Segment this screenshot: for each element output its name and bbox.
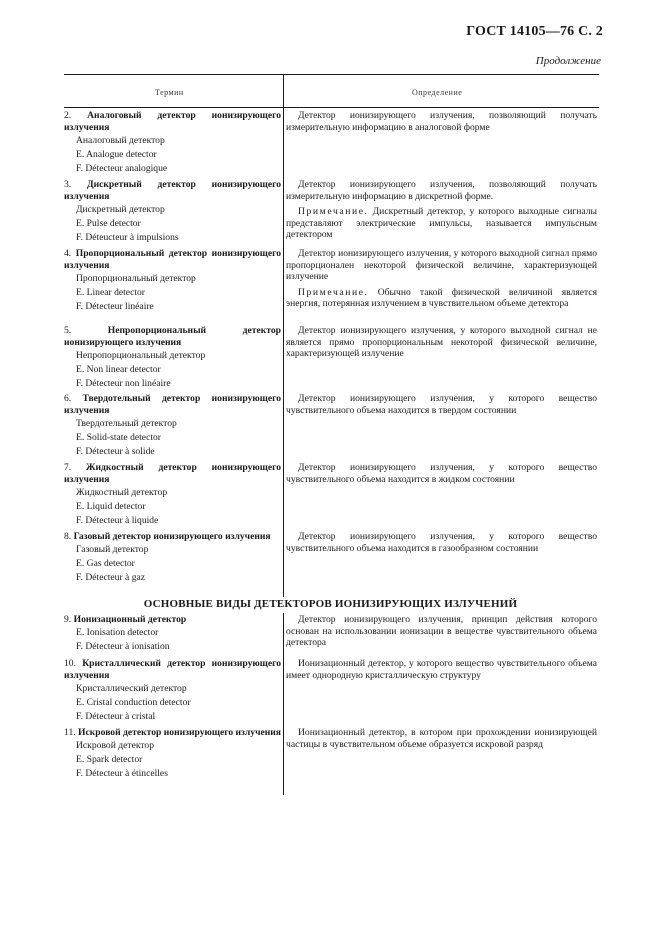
- term-number: 8.: [64, 531, 72, 542]
- definition-text: Ионизационный детектор, у которого вещество чувствительного объема имеет однородную кристаллическую структуру: [286, 658, 597, 681]
- definition-text: Детектор ионизирующего излучения, у которого вещество чувствительного объема находится в газообразном состоянии: [286, 531, 597, 554]
- column-divider-upper: [283, 75, 284, 597]
- term-entry-8: [64, 531, 281, 585]
- term-number: 4.: [64, 248, 72, 259]
- term-name: Непропорциональный детектор ионизирующего излучения: [64, 325, 281, 348]
- column-header-term: Термин: [155, 88, 184, 97]
- column-divider-lower: [283, 613, 284, 795]
- table-header-rule: [64, 107, 599, 108]
- term-english: E. Ionisation detector: [76, 627, 159, 638]
- term-entry-2: [64, 110, 281, 176]
- definition-text: Детектор ионизирующего излучения, у которого вещество чувствительного объема находится в твердом состоянии: [286, 393, 597, 416]
- term-short: Кристаллический детектор: [76, 683, 187, 694]
- term-entry-6: [64, 393, 281, 459]
- definition-entry-10: [286, 658, 597, 681]
- definition-text: Детектор ионизирующего излучения, у которого вещество чувствительного объема находится в жидком состоянии: [286, 462, 597, 485]
- note-text: Дискретный детектор, у которого выходные сигналы представляют электрические импульсы, называется импульсным детектором: [286, 206, 597, 240]
- term-entry-4: [64, 248, 281, 314]
- term-name: Дискретный детектор ионизирующего излучения: [64, 179, 281, 202]
- page-header: ГОСТ 14105—76 С. 2: [466, 24, 603, 39]
- definition-entry-3: [286, 179, 597, 241]
- term-short: Пропорциональный детектор: [76, 273, 196, 284]
- definition-entry-7: [286, 462, 597, 485]
- term-french: F. Détecteur à solide: [76, 446, 155, 457]
- term-english: E. Liquid detector: [76, 501, 146, 512]
- term-number: 5.: [64, 325, 72, 336]
- term-name: Твердотельный детектор ионизирующего излучения: [64, 393, 281, 416]
- continuation-label: Продолжение: [535, 55, 601, 67]
- term-number: 6.: [64, 393, 72, 404]
- term-name: Искровой детектор ионизирующего излучения: [78, 727, 282, 738]
- term-number: 10.: [64, 658, 76, 669]
- term-number: 3.: [64, 179, 72, 190]
- definition-text: Ионизационный детектор, в котором при прохождении ионизирующей частицы в чувствительном объеме образуется искровой разряд: [286, 727, 597, 750]
- term-short: Жидкостный детектор: [76, 487, 168, 498]
- term-number: 9.: [64, 614, 72, 625]
- section-title: ОСНОВНЫЕ ВИДЫ ДЕТЕКТОРОВ ИОНИЗИРУЮЩИХ ИЗЛУЧЕНИЙ: [143, 598, 518, 610]
- term-short: Дискретный детектор: [76, 204, 165, 215]
- note-text: Обычно такой физической величиной является энергия, потерянная излучением в чувствительном объеме детектора: [286, 286, 597, 309]
- definition-entry-2: [286, 110, 597, 133]
- term-name: Кристаллический детектор ионизирующего излучения: [64, 658, 281, 681]
- term-french: F. Détecteur analogique: [76, 163, 168, 174]
- term-short: Твердотельный детектор: [76, 418, 177, 429]
- term-french: F. Détecteur à cristal: [76, 711, 156, 722]
- term-english: E. Non linear detector: [76, 364, 161, 375]
- term-french: F. Détecteur à étincelles: [76, 768, 168, 779]
- term-entry-3: [64, 179, 281, 245]
- term-short: Искровой детектор: [76, 740, 155, 751]
- term-name: Газовый детектор ионизирующего излучения: [73, 531, 271, 542]
- definition-entry-11: [286, 727, 597, 750]
- term-name: Аналоговый детектор ионизирующего излучения: [64, 110, 281, 133]
- definition-entry-8: [286, 531, 597, 554]
- term-english: E. Solid-state detector: [76, 432, 161, 443]
- term-name: Ионизационный детектор: [73, 614, 187, 625]
- term-entry-9: [64, 614, 281, 654]
- definition-entry-6: [286, 393, 597, 416]
- term-entry-10: [64, 658, 281, 724]
- definition-text: Детектор ионизирующего излучения, позволяющий получать измерительную информацию в дискретной форме.: [286, 179, 597, 202]
- term-english: E. Pulse detector: [76, 218, 141, 229]
- term-french: F. Détecteur à gaz: [76, 572, 146, 583]
- term-english: E. Linear detector: [76, 287, 145, 298]
- term-french: F. Détecteur linéaire: [76, 301, 154, 312]
- term-short: Газовый детектор: [76, 544, 149, 555]
- term-french: F. Détecteur non linéaire: [76, 378, 171, 389]
- term-french: F. Détecteur à ionisation: [76, 641, 170, 652]
- term-entry-7: [64, 462, 281, 528]
- definition-text: Детектор ионизирующего излучения, принцип действия которого основан на использовании ионизации в веществе чувствительного объема детектора: [286, 614, 597, 648]
- note-label: Примечание.: [298, 286, 369, 298]
- term-short: Непропорциональный детектор: [76, 350, 206, 361]
- term-entry-11: [64, 727, 281, 781]
- definition-text: Детектор ионизирующего излучения, позволяющий получать измерительную информацию в аналоговой форме: [286, 110, 597, 133]
- term-short: Аналоговый детектор: [76, 135, 165, 146]
- term-english: E. Analogue detector: [76, 149, 157, 160]
- term-name: Пропорциональный детектор ионизирующего излучения: [64, 248, 281, 271]
- column-header-definition: Определение: [412, 88, 463, 97]
- term-french: F. Détecteur à liquide: [76, 515, 159, 526]
- term-number: 2.: [64, 110, 72, 121]
- definition-entry-4: [286, 248, 597, 310]
- term-name: Жидкостный детектор ионизирующего излучения: [64, 462, 281, 485]
- definition-entry-9: [286, 614, 597, 649]
- term-entry-5: [64, 325, 281, 391]
- term-english: E. Cristal conduction detector: [76, 697, 191, 708]
- term-number: 7.: [64, 462, 72, 473]
- term-english: E. Gas detector: [76, 558, 135, 569]
- definition-text: Детектор ионизирующего излучения, у которого выходной сигнал не является прямо пропорциональным некоторой физической величине, характеризующей излучение: [286, 325, 597, 359]
- table-top-rule: [64, 74, 599, 75]
- term-english: E. Spark detector: [76, 754, 143, 765]
- term-french: F. Déteucteur à impulsions: [76, 232, 179, 243]
- note-label: Примечание.: [298, 206, 369, 217]
- term-number: 11.: [64, 727, 76, 738]
- definition-text: Детектор ионизирующего излучения, у которого выходной сигнал прямо пропорционален некоторой физической величине, характеризующей излучение: [286, 248, 597, 282]
- definition-entry-5: [286, 325, 597, 360]
